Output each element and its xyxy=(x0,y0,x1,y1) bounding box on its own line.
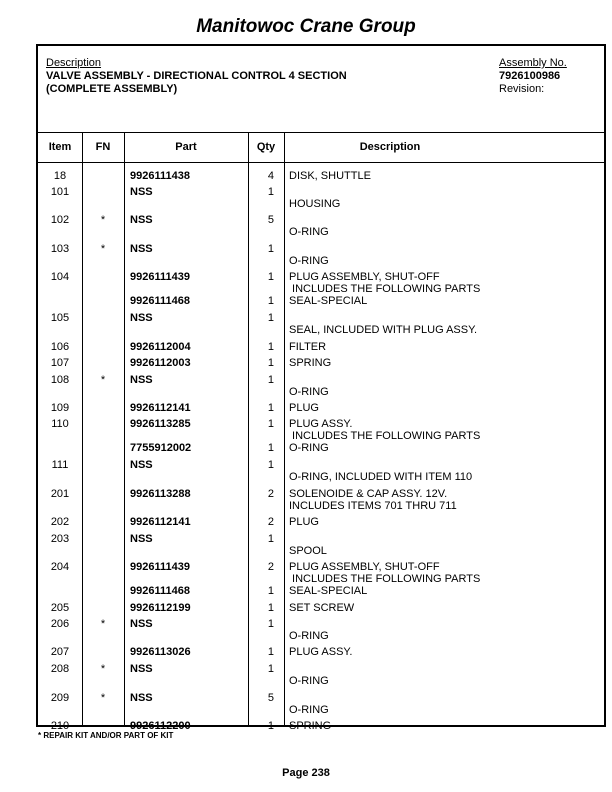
part-number: 9926112004 xyxy=(130,341,191,353)
col-item: Item xyxy=(48,141,72,153)
item-number: 107 xyxy=(50,357,70,369)
quantity: 1 xyxy=(267,243,274,255)
company-title: Manitowoc Crane Group xyxy=(196,16,416,37)
assembly-title-line2: (COMPLETE ASSEMBLY) xyxy=(46,83,178,95)
part-number: 9926112200 xyxy=(130,720,191,732)
part-description-cont: O-RING xyxy=(289,675,329,687)
quantity: 1 xyxy=(267,720,274,732)
part-description-cont: O-RING xyxy=(289,386,329,398)
quantity: 1 xyxy=(267,341,274,353)
part-description: FILTER xyxy=(289,341,327,353)
part-description: SET SCREW xyxy=(289,602,355,614)
fn-mark: * xyxy=(100,692,106,704)
part-description: SOLENOIDE & CAP ASSY. 12V. xyxy=(289,488,448,500)
part-description: PLUG xyxy=(289,402,319,414)
part-description-cont: INCLUDES THE FOLLOWING PARTS xyxy=(289,283,481,295)
quantity: 1 xyxy=(267,602,274,614)
part-number: 9926111468 xyxy=(130,585,190,597)
quantity: 1 xyxy=(267,357,274,369)
part-description-cont: O-RING, INCLUDED WITH ITEM 110 xyxy=(289,471,473,483)
parts-table-frame xyxy=(36,44,606,732)
item-number: 209 xyxy=(50,692,70,704)
part-number: 9926113285 xyxy=(130,418,191,430)
part-description: PLUG ASSY. xyxy=(289,418,353,430)
part-description: O-RING xyxy=(289,442,329,454)
footnote: * REPAIR KIT AND/OR PART OF KIT xyxy=(38,731,174,740)
part-number: 9926112199 xyxy=(130,602,191,614)
quantity: 1 xyxy=(267,312,274,324)
quantity: 1 xyxy=(267,663,274,675)
quantity: 1 xyxy=(267,533,274,545)
part-description-cont: INCLUDES THE FOLLOWING PARTS xyxy=(289,430,481,442)
quantity: 1 xyxy=(267,402,274,414)
col-part: Part xyxy=(175,141,197,153)
quantity: 1 xyxy=(267,418,274,430)
item-number: 206 xyxy=(50,618,70,630)
part-number: NSS xyxy=(130,533,153,545)
column-headers xyxy=(38,132,604,163)
assembly-title-line1: VALVE ASSEMBLY - DIRECTIONAL CONTROL 4 SECTION xyxy=(46,70,347,82)
quantity: 2 xyxy=(267,488,274,500)
part-description-cont: INCLUDES ITEMS 701 THRU 711 xyxy=(289,500,457,512)
parts-rows xyxy=(38,163,604,732)
part-description-cont: O-RING xyxy=(289,704,329,716)
part-description: SPRING xyxy=(289,357,332,369)
item-number: 201 xyxy=(50,488,70,500)
quantity: 1 xyxy=(267,442,274,454)
quantity: 1 xyxy=(267,186,274,198)
quantity: 1 xyxy=(267,295,274,307)
part-description-cont: SEAL, INCLUDED WITH PLUG ASSY. xyxy=(289,324,478,336)
item-number: 204 xyxy=(50,561,70,573)
part-description-cont: HOUSING xyxy=(289,198,341,210)
assembly-number: 7926100986 xyxy=(499,70,561,82)
quantity: 1 xyxy=(267,585,274,597)
item-number: 101 xyxy=(50,186,70,198)
part-number: 9926112141 xyxy=(130,402,191,414)
fn-mark: * xyxy=(100,214,106,226)
quantity: 1 xyxy=(267,271,274,283)
assembly-no-label: Assembly No. xyxy=(499,57,567,69)
quantity: 2 xyxy=(267,561,274,573)
part-number: NSS xyxy=(130,243,153,255)
part-number: NSS xyxy=(130,459,153,471)
quantity: 5 xyxy=(267,692,274,704)
item-number: 111 xyxy=(51,459,69,471)
part-description-cont: O-RING xyxy=(289,255,329,267)
part-description-cont: SPOOL xyxy=(289,545,327,557)
col-qty: Qty xyxy=(256,141,276,153)
part-description: SEAL-SPECIAL xyxy=(289,295,368,307)
item-number: 205 xyxy=(50,602,70,614)
fn-mark: * xyxy=(100,663,106,675)
item-number: 104 xyxy=(50,271,70,283)
part-number: NSS xyxy=(130,663,153,675)
part-description: PLUG xyxy=(289,516,319,528)
item-number: 202 xyxy=(50,516,70,528)
quantity: 4 xyxy=(267,170,274,182)
item-number: 102 xyxy=(50,214,70,226)
item-number: 203 xyxy=(50,533,70,545)
revision-label: Revision: xyxy=(499,83,545,95)
part-number: 9926111438 xyxy=(130,170,190,182)
part-number: NSS xyxy=(130,186,153,198)
quantity: 1 xyxy=(267,618,274,630)
part-number: NSS xyxy=(130,692,153,704)
part-description: SEAL-SPECIAL xyxy=(289,585,368,597)
part-number: NSS xyxy=(130,374,153,386)
part-number: 9926111439 xyxy=(130,271,190,283)
fn-mark: * xyxy=(100,243,106,255)
part-number: NSS xyxy=(130,312,153,324)
item-number: 105 xyxy=(50,312,70,324)
part-number: 9926113288 xyxy=(130,488,191,500)
part-number: 9926112141 xyxy=(130,516,191,528)
part-number: NSS xyxy=(130,214,153,226)
item-number: 110 xyxy=(51,418,69,430)
col-description: Description xyxy=(359,141,421,153)
fn-mark: * xyxy=(100,374,106,386)
part-number: 7755912002 xyxy=(130,442,192,454)
part-number: 9926111468 xyxy=(130,295,190,307)
item-number: 108 xyxy=(50,374,70,386)
fn-mark: * xyxy=(100,618,106,630)
part-description: SPRING xyxy=(289,720,332,732)
part-description: PLUG ASSY. xyxy=(289,646,353,658)
assembly-header xyxy=(38,46,604,133)
part-description: DISK, SHUTTLE xyxy=(289,170,371,182)
col-fn: FN xyxy=(95,141,111,153)
part-description-cont: INCLUDES THE FOLLOWING PARTS xyxy=(289,573,481,585)
item-number: 18 xyxy=(53,170,67,182)
part-description-cont: O-RING xyxy=(289,226,329,238)
page-number: Page 238 xyxy=(282,767,330,779)
quantity: 1 xyxy=(267,646,274,658)
quantity: 5 xyxy=(267,214,274,226)
part-number: 9926111439 xyxy=(130,561,190,573)
description-label: Description xyxy=(46,57,102,69)
item-number: 103 xyxy=(50,243,70,255)
item-number: 109 xyxy=(50,402,70,414)
quantity: 2 xyxy=(267,516,274,528)
part-number: NSS xyxy=(130,618,153,630)
item-number: 207 xyxy=(50,646,70,658)
part-number: 9926112003 xyxy=(130,357,191,369)
part-description: PLUG ASSEMBLY, SHUT-OFF xyxy=(289,271,440,283)
quantity: 1 xyxy=(267,459,274,471)
part-description-cont: O-RING xyxy=(289,630,329,642)
quantity: 1 xyxy=(267,374,274,386)
part-number: 9926113026 xyxy=(130,646,191,658)
part-description: PLUG ASSEMBLY, SHUT-OFF xyxy=(289,561,440,573)
item-number: 210 xyxy=(50,720,70,732)
item-number: 208 xyxy=(50,663,70,675)
item-number: 106 xyxy=(50,341,70,353)
